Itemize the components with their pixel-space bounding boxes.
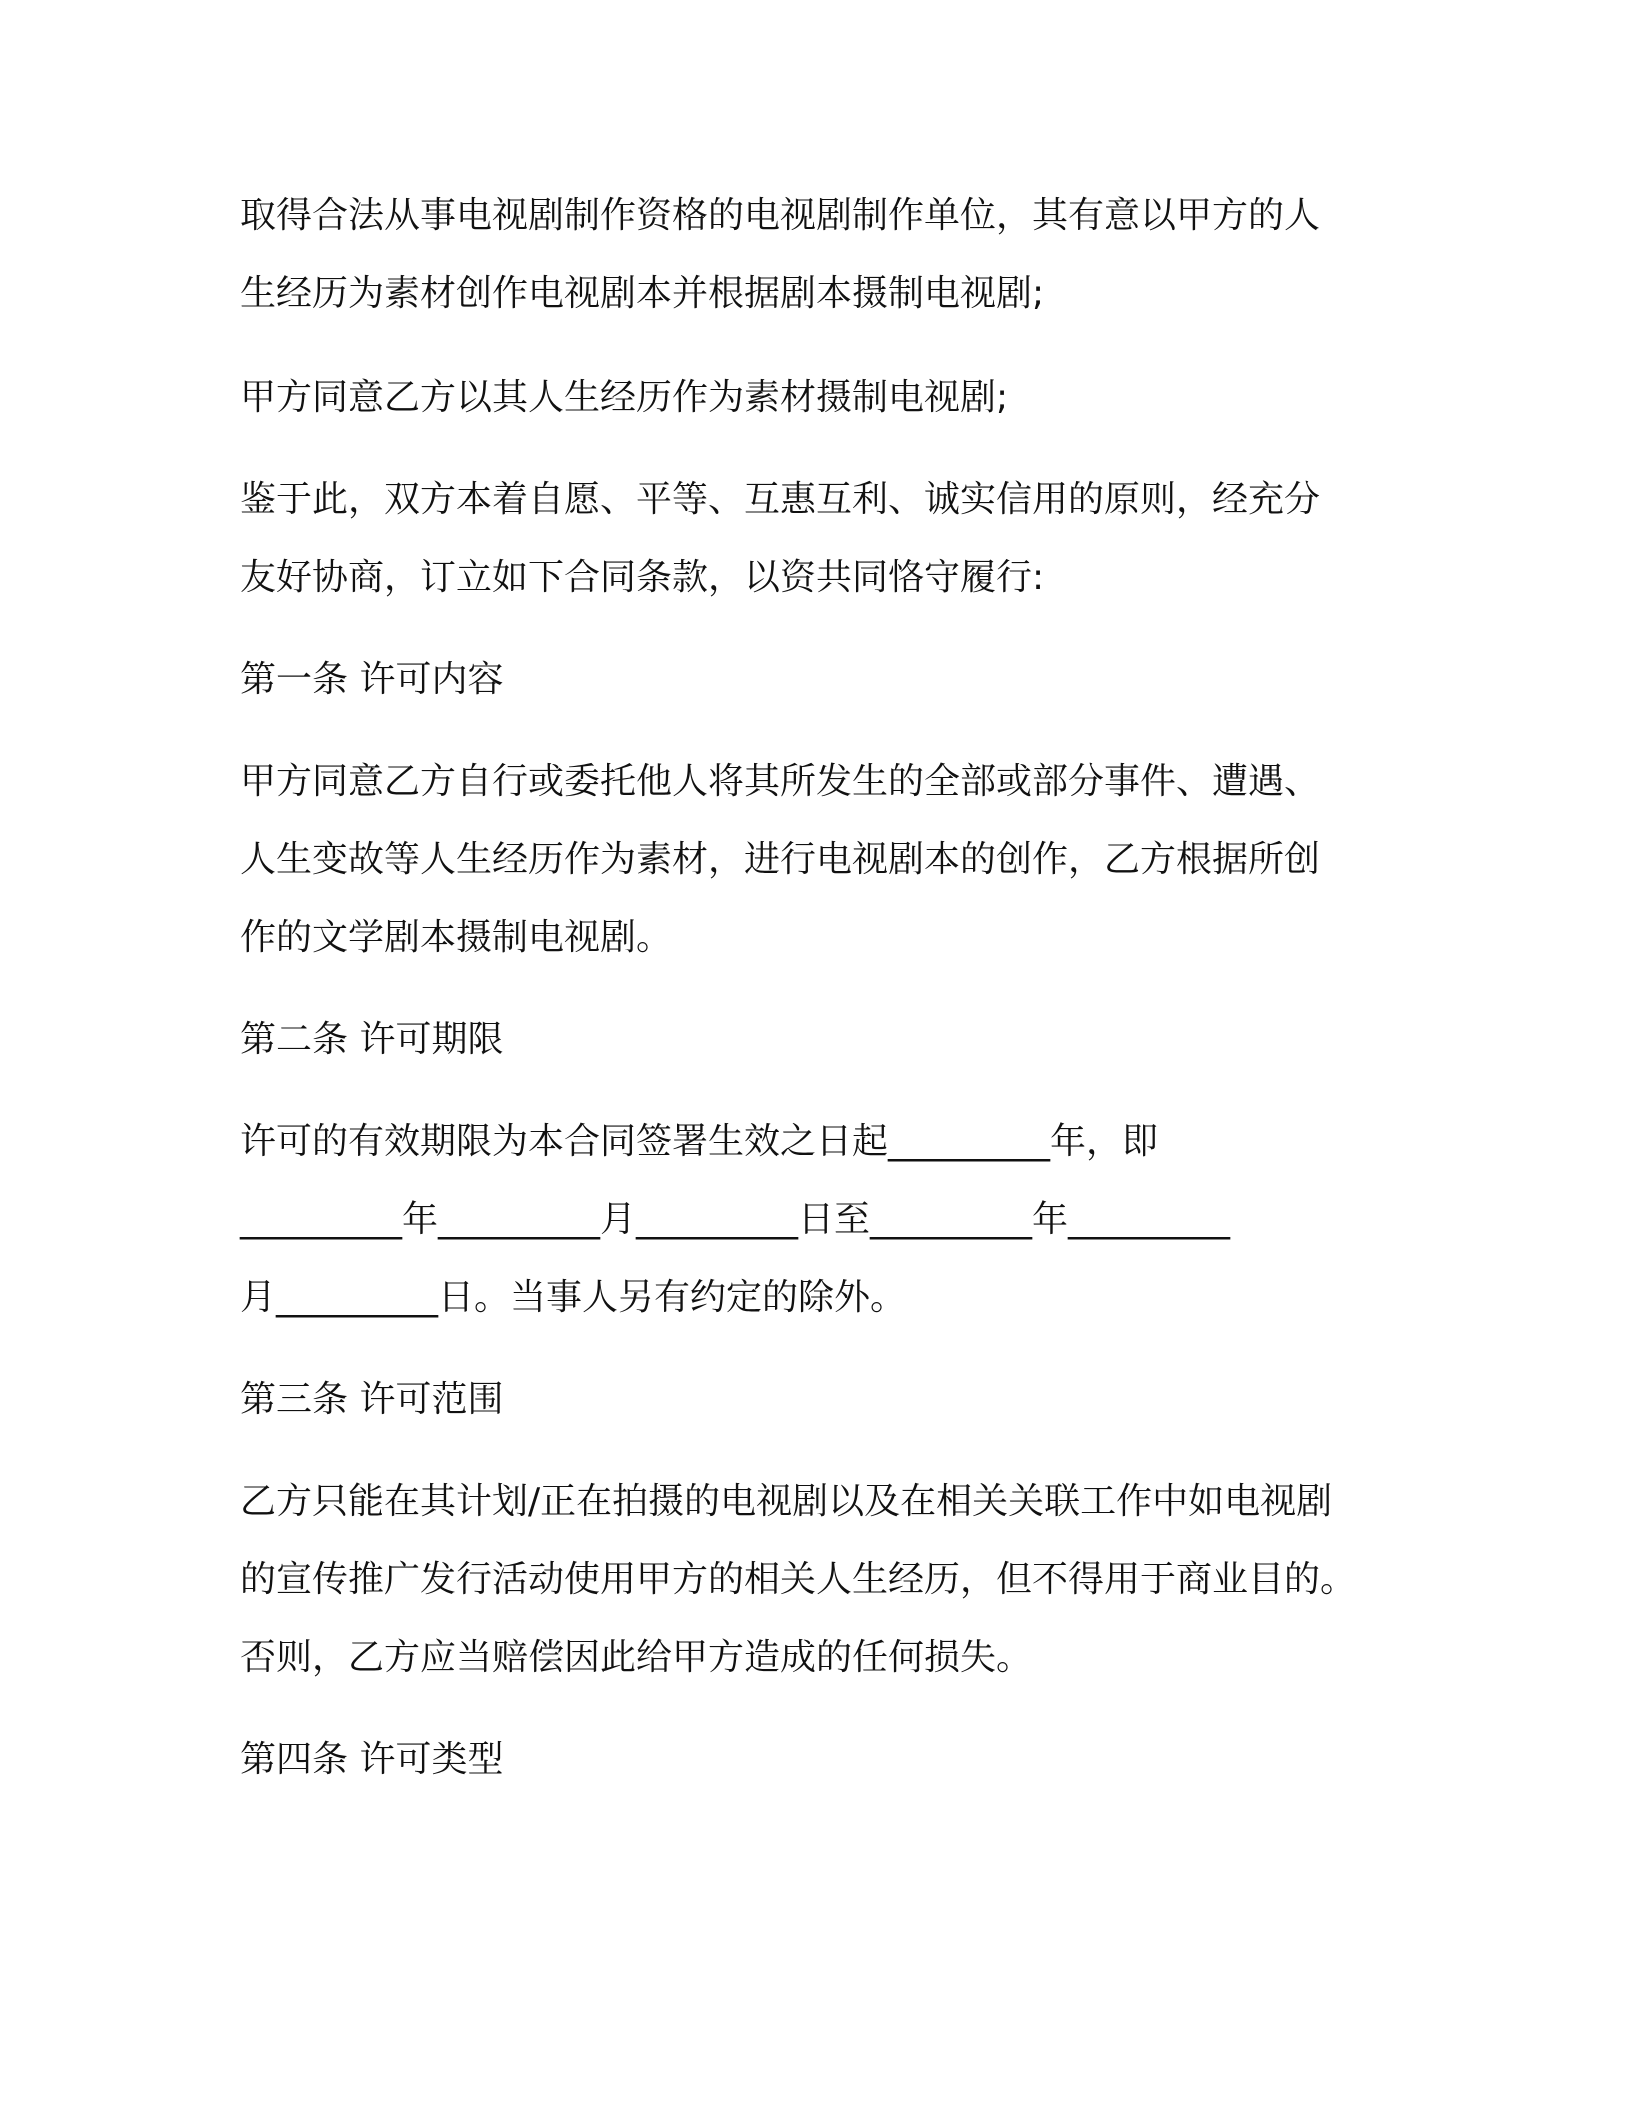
paragraph-line: 友好协商，订立如下合同条款，以资共同恪守履行: xyxy=(240,557,1045,598)
paragraph-line: 取得合法从事电视剧制作资格的电视剧制作单位，其有意以甲方的人 xyxy=(240,195,1321,236)
section-heading: 第四条 许可类型 xyxy=(240,1739,504,1780)
section-heading: 第二条 许可期限 xyxy=(240,1019,504,1060)
paragraph-line: 否则，乙方应当赔偿因此给甲方造成的任何损失。 xyxy=(240,1637,1033,1678)
paragraph-line: 许可的有效期限为本合同签署生效之日起_________年，即 xyxy=(240,1121,1159,1162)
paragraph-line: _________年_________月_________日至_________年_________ xyxy=(240,1199,1230,1240)
paragraph-line: 的宣传推广发行活动使用甲方的相关人生经历，但不得用于商业目的。 xyxy=(240,1559,1357,1600)
paragraph-line: 生经历为素材创作电视剧本并根据剧本摄制电视剧; xyxy=(240,273,1045,314)
paragraph-line: 鉴于此，双方本着自愿、平等、互惠互利、诚实信用的原则，经充分 xyxy=(240,479,1321,520)
paragraph-line: 甲方同意乙方以其人生经历作为素材摄制电视剧; xyxy=(240,377,1009,418)
section-heading: 第一条 许可内容 xyxy=(240,659,504,700)
paragraph-line: 月_________日。当事人另有约定的除外。 xyxy=(240,1277,907,1318)
section-heading: 第三条 许可范围 xyxy=(240,1379,504,1420)
paragraph-line: 人生变故等人生经历作为素材，进行电视剧本的创作，乙方根据所创 xyxy=(240,839,1321,880)
paragraph-line: 作的文学剧本摄制电视剧。 xyxy=(240,917,673,958)
paragraph-line: 乙方只能在其计划/正在拍摄的电视剧以及在相关关联工作中如电视剧 xyxy=(240,1481,1333,1522)
paragraph-line: 甲方同意乙方自行或委托他人将其所发生的全部或部分事件、遭遇、 xyxy=(240,761,1321,802)
